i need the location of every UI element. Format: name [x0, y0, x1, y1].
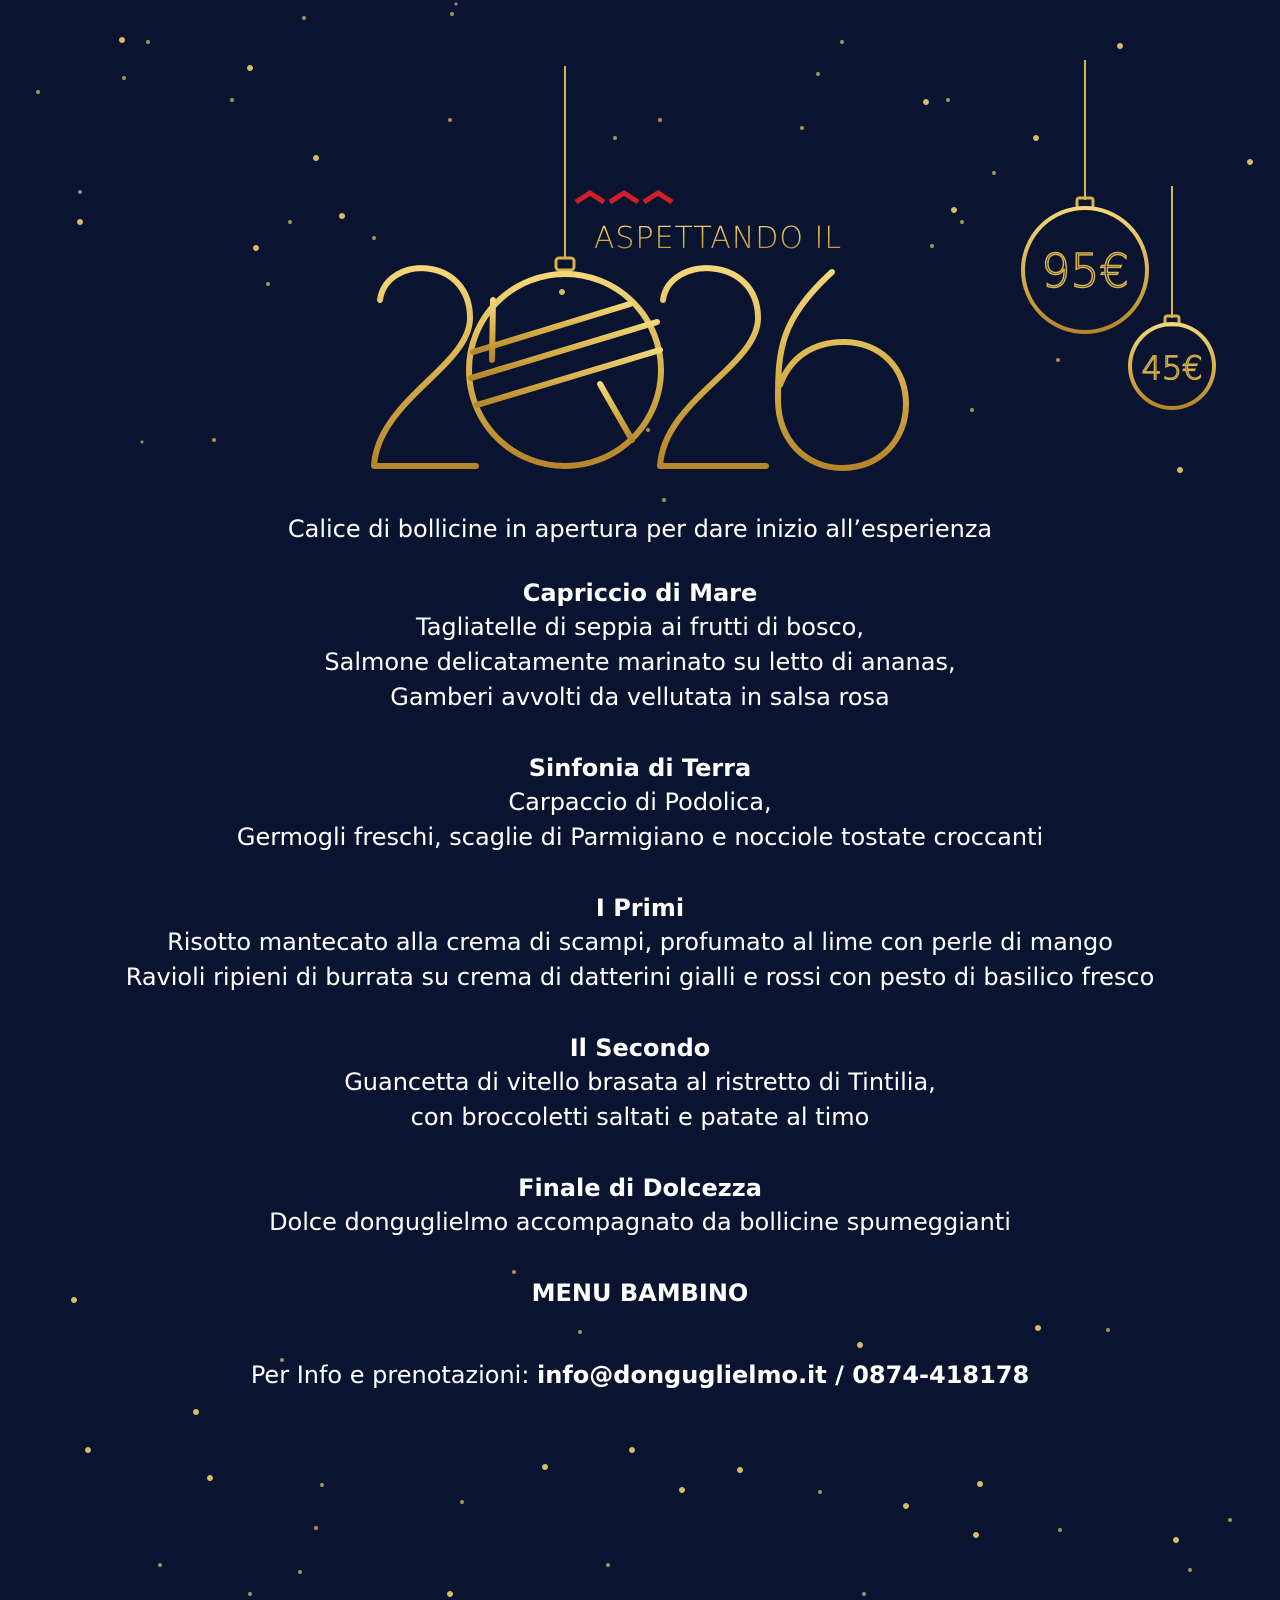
course-item: Dolce donguglielmo accompagnato da bollicine spumeggianti [269, 1208, 1011, 1236]
course-item: Guancetta di vitello brasata al ristretto di Tintilia, [344, 1068, 936, 1096]
star-icon [679, 1487, 685, 1493]
course-item: Germogli freschi, scaglie di Parmigiano e nocciole tostate croccanti [236, 823, 1044, 851]
chevron-logo-icon [576, 193, 672, 202]
star-icon [973, 1532, 979, 1538]
star-icon [818, 1490, 822, 1494]
course-section [40, 576, 1240, 715]
star-icon [903, 1503, 909, 1509]
star-icon [629, 1447, 635, 1453]
star-icon [1228, 1518, 1232, 1522]
star-icon [542, 1464, 548, 1470]
contact-line [40, 1358, 1240, 1392]
star-icon [207, 1475, 213, 1481]
kids-menu-heading: MENU BAMBINO [531, 1279, 749, 1307]
year-digit-2-second [660, 268, 766, 466]
star-icon [1058, 1528, 1062, 1532]
menu-content [40, 512, 1240, 1392]
course-item: Ravioli ripieni di burrata su crema di datterini gialli e rossi con pesto di basilico fresco [125, 963, 1155, 991]
course-section [40, 1171, 1240, 1240]
star-icon [977, 1481, 983, 1487]
year-digit-2-first [374, 268, 476, 466]
course-item: Tagliatelle di seppia ai frutti di bosco, [416, 613, 864, 641]
course-title: I Primi [595, 894, 685, 922]
star-icon [158, 1563, 162, 1567]
pre-title: ASPETTANDO IL [593, 221, 843, 256]
star-icon [320, 1483, 324, 1487]
course-section [40, 1031, 1240, 1135]
star-icon [1173, 1537, 1179, 1543]
course-section [40, 751, 1240, 855]
star-icon [737, 1467, 743, 1473]
course-item: con broccoletti saltati e patate al timo [410, 1103, 870, 1131]
course-title: Il Secondo [569, 1034, 711, 1062]
ornament-icon [469, 274, 661, 466]
course-item: Gamberi avvolti da vellutata in salsa rosa [390, 683, 890, 711]
star-icon [606, 1563, 610, 1567]
star-icon [85, 1447, 91, 1453]
intro-text: Calice di bollicine in apertura per dare inizio all’esperienza [287, 515, 993, 543]
star-icon [460, 1500, 464, 1504]
price-ornament-large [1023, 60, 1147, 332]
course-item: Salmone delicatamente marinato su letto di ananas, [324, 648, 956, 676]
star-icon [298, 1570, 302, 1574]
contact-details[interactable]: info@donguglielmo.it / 0874-418178 [537, 1361, 1030, 1389]
course-title: Finale di Dolcezza [518, 1174, 762, 1202]
star-icon [248, 1592, 252, 1596]
price-large: 95€ [1041, 244, 1129, 298]
star-icon [447, 1591, 453, 1597]
new-year-header [0, 0, 1280, 500]
course-item: Carpaccio di Podolica, [508, 788, 772, 816]
course-item: Risotto mantecato alla crema di scampi, profumato al lime con perle di mango [167, 928, 1113, 956]
course-title: Sinfonia di Terra [528, 754, 752, 782]
year-digit-6 [778, 272, 906, 468]
contact-label: Per Info e prenotazioni: [250, 1361, 530, 1389]
course-title: Capriccio di Mare [522, 579, 758, 607]
price-small: 45€ [1141, 349, 1203, 387]
star-icon [193, 1409, 199, 1415]
ornament-cap [556, 258, 574, 270]
star-icon [314, 1526, 318, 1530]
star-icon [862, 1592, 866, 1596]
course-section [40, 891, 1240, 995]
star-icon [1188, 1568, 1192, 1572]
